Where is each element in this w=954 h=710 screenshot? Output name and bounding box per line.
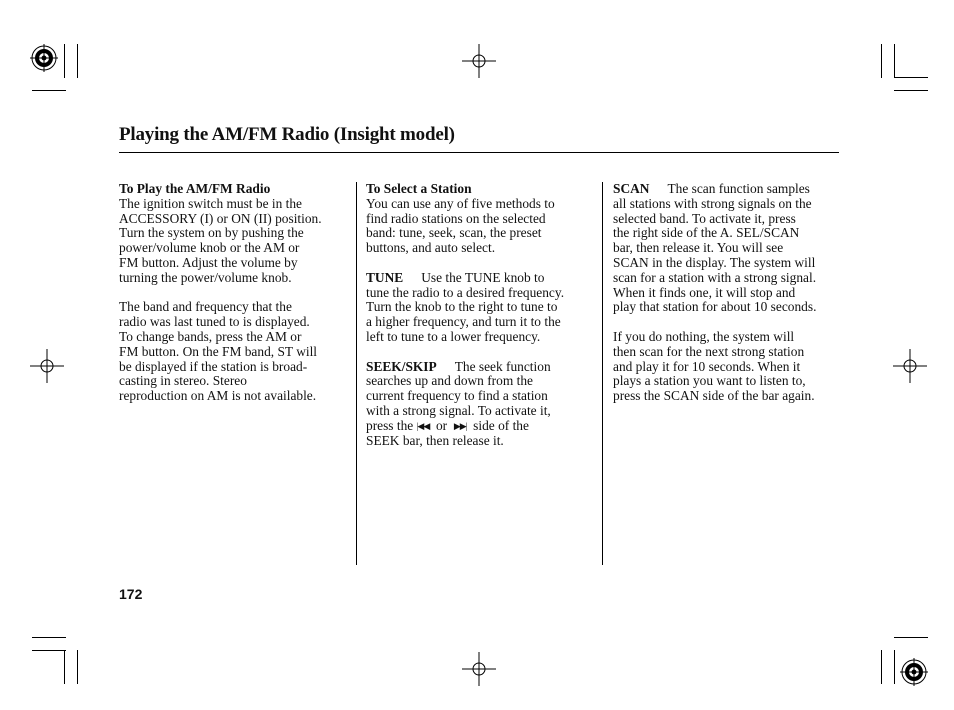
column-left [119,182,349,404]
text-line: band: tune, seek, scan, the preset [366,225,542,241]
text-line: SEEK bar, then release it. [366,432,504,448]
text-line: tune the radio to a desired frequency. [366,284,565,300]
text-line: radio was last tuned to is displayed. [119,314,310,330]
column-middle [366,182,598,448]
text-line-run: The scan function samples [667,181,810,196]
text-line: press the SCAN side of the bar again. [613,388,815,404]
text-line: and play it for 10 seconds. When it [613,358,801,374]
text-line: find radio stations on the selected [366,210,546,226]
text-line: FM button. Adjust the volume by [119,254,298,270]
crop-mark [881,650,882,684]
crop-mark [77,650,78,684]
text-line-run: side of the [473,417,529,433]
run-in-heading-seek: SEEK/SKIP [366,358,437,374]
crop-mark [894,77,928,78]
column-right [613,182,849,404]
text-line: with a strong signal. To activate it, [366,402,551,418]
text-line: FM button. On the FM band, ST will [119,343,318,359]
text-line: scan for a station with a strong signal. [613,269,817,285]
text-line: SCAN in the display. The system will [613,254,816,270]
text-line-run: Use the TUNE knob to [421,269,545,285]
crop-mark [32,637,66,638]
text-line-run: The seek function [454,358,551,374]
page-number: 172 [119,586,143,602]
text-line: When it finds one, it will stop and [613,284,796,300]
crop-mark [77,44,78,78]
text-line: You can use any of five methods to [366,195,555,211]
crop-mark [881,44,882,78]
registration-target-icon [898,656,930,688]
text-line: all stations with strong signals on the [613,195,812,211]
crop-mark [894,44,895,78]
text-line-run: or [435,417,448,433]
text-line: The band and frequency that the [119,299,292,315]
crosshair-mark-icon [30,349,64,383]
crosshair-mark-icon [893,349,927,383]
text-line: power/volume knob or the AM or [119,240,300,256]
text-line: then scan for the next strong station [613,343,805,359]
text-line: bar, then release it. You will see [613,240,784,256]
text-line: play that station for about 10 seconds. [613,299,817,315]
page-title: Playing the AM/FM Radio (Insight model) [119,124,455,145]
column-divider [356,182,357,565]
run-in-heading-tune: TUNE [366,269,404,285]
crop-mark [32,90,66,91]
text-line [366,360,598,375]
crop-mark [894,637,928,638]
text-line: plays a station you want to listen to, [613,373,806,389]
text-line: turning the power/volume knob. [119,269,292,285]
text-line: buttons, and auto select. [366,240,496,256]
text-line: reproduction on AM is not available. [119,388,317,404]
title-rule [119,152,839,153]
crop-mark [64,650,65,684]
registration-target-icon [28,40,64,76]
crosshair-mark-icon [462,652,496,686]
crosshair-mark-icon [462,44,496,78]
text-line: left to tune to a lower frequency. [366,328,541,344]
crop-mark [894,90,928,91]
text-line-run: press the [366,417,414,433]
text-line: Turn the system on by pushing the [119,225,304,241]
text-line: be displayed if the station is broad- [119,358,308,374]
text-line: Turn the knob to the right to tune to [366,299,558,315]
crop-mark [32,650,66,651]
text-line: current frequency to find a station [366,388,548,404]
text-line: If you do nothing, the system will [613,328,795,344]
run-in-heading-scan: SCAN [613,181,650,196]
text-line [366,271,598,286]
text-line: ACCESSORY (I) or ON (II) position. [119,210,322,226]
text-line: selected band. To activate it, press [613,210,796,226]
text-line: To change bands, press the AM or [119,328,302,344]
column-divider [602,182,603,565]
section-heading: To Select a Station [366,181,472,196]
text-line [613,182,849,197]
text-line [366,419,598,434]
section-heading: To Play the AM/FM Radio [119,181,271,196]
crop-mark [894,650,895,684]
text-line: The ignition switch must be in the [119,195,302,211]
skip-forward-icon: ▶▶| [453,420,467,431]
text-line: casting in stereo. Stereo [119,373,247,389]
text-line: a higher frequency, and turn it to the [366,314,561,330]
text-line: searches up and down from the [366,373,533,389]
skip-back-icon: |◀◀ [416,420,430,431]
crop-mark [64,44,65,78]
text-line: the right side of the A. SEL/SCAN [613,225,800,241]
